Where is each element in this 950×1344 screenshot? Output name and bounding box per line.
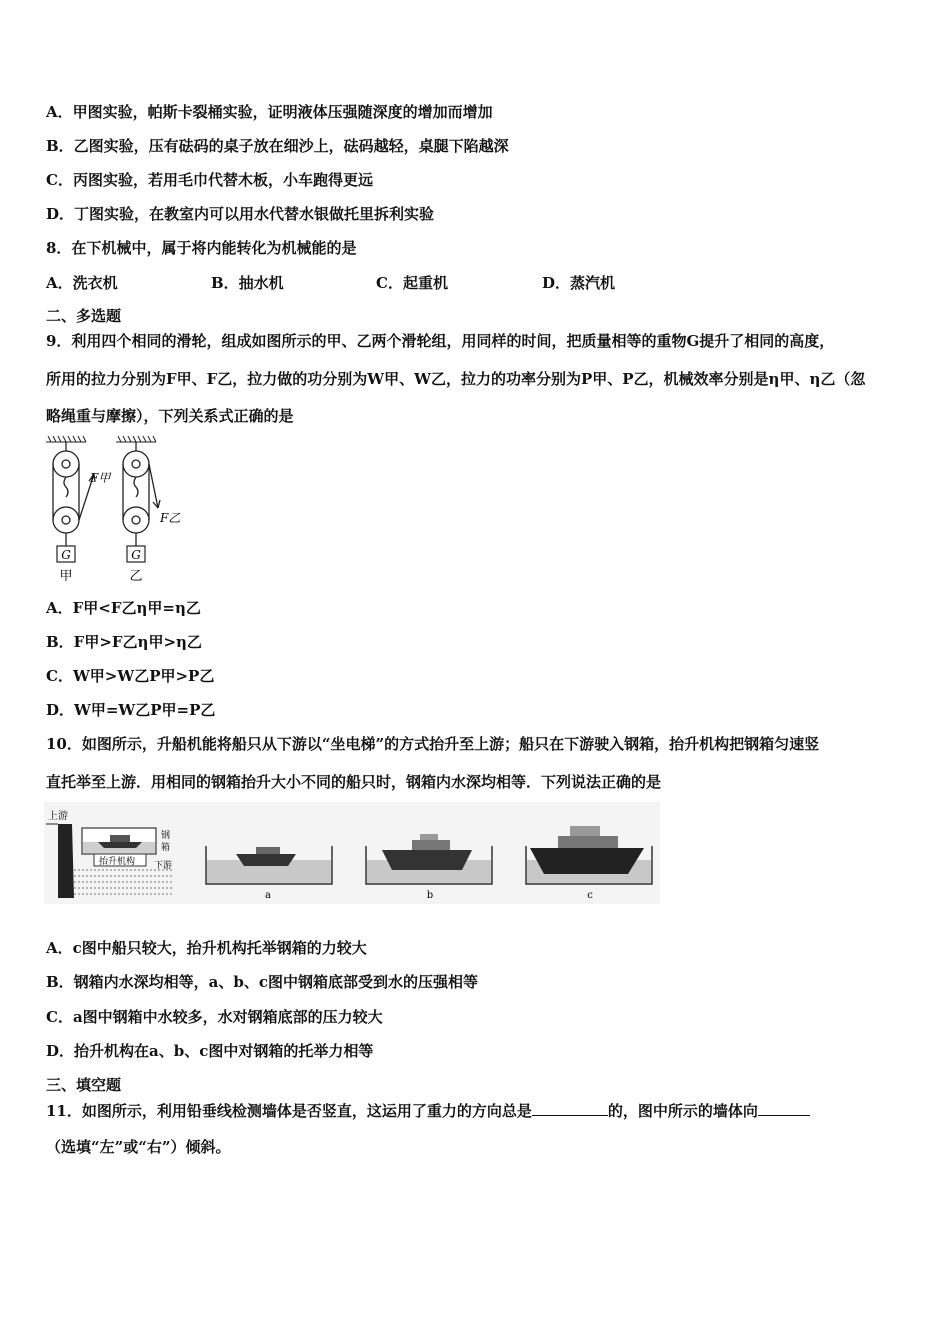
label-steel-box-2: 箱: [161, 843, 171, 853]
q7-option-b: B．乙图实验，压有砝码的桌子放在细沙上，砝码越轻，桌腿下陷越深: [46, 137, 509, 155]
q8-option-d: D．蒸汽机: [542, 274, 616, 292]
force-label-right: F乙: [160, 511, 181, 525]
q11-text-part-1: 11．如图所示，利用铅垂线检测墙体是否竖直，这运用了重力的方向总是: [46, 1102, 532, 1120]
q10-stem-line-2: 直托举至上游．用相同的钢箱抬升大小不同的船只时，钢箱内水深均相等．下列说法正确的是: [46, 773, 662, 791]
label-steel-box-1: 钢: [161, 831, 171, 841]
pulley-figure: [40, 434, 190, 586]
q9-option-a: A．F甲<F乙η甲=η乙: [46, 599, 201, 617]
q9-option-d: D．W甲=W乙P甲=P乙: [46, 701, 216, 719]
q8-option-a: A．洗衣机: [46, 274, 118, 292]
label-downstream: 下游: [154, 861, 173, 871]
q10-stem-line-1: 10．如图所示，升船机能将船只从下游以“坐电梯”的方式抬升至上游；船只在下游驶入钢箱，抬升机构把钢箱匀速竖: [46, 735, 820, 753]
weight-label-right: G: [131, 548, 141, 562]
q7-option-a: A．甲图实验，帕斯卡裂桶实验，证明液体压强随深度的增加而增加: [46, 103, 493, 121]
label-lift-mechanism: 抬升机构: [99, 857, 136, 867]
q9-stem-line-1: 9．利用四个相同的滑轮，组成如图所示的甲、乙两个滑轮组，用同样的时间，把质量相等的重物G提升了相同的高度，: [46, 332, 835, 350]
q9-option-c: C．W甲>W乙P甲>P乙: [46, 667, 215, 685]
q10-option-b: B．钢箱内水深均相等，a、b、c图中钢箱底部受到水的压强相等: [46, 973, 479, 991]
fixed-pulley-right: [123, 451, 149, 477]
q11-text-part-2: 的，图中所示的墙体向: [607, 1102, 758, 1120]
q11-blank-1[interactable]: [532, 1100, 608, 1116]
q9-stem-line-3: 略绳重与摩擦），下列关系式正确的是: [46, 407, 294, 425]
panel-b-label: b: [426, 890, 434, 901]
q8-options: [46, 272, 746, 292]
q9-stem-line-2: 所用的拉力分别为F甲、F乙，拉力做的功分别为W甲、W乙，拉力的功率分别为P甲、P乙，机械效率分别是η甲、η乙（忽: [46, 370, 866, 388]
q10-option-c: C．a图中钢箱中水较多，水对钢箱底部的压力较大: [46, 1008, 383, 1026]
figure-caption-right: 乙: [129, 569, 143, 584]
movable-pulley-left: [53, 507, 79, 533]
panel-c-label: c: [587, 890, 593, 901]
q8-option-b: B．抽水机: [211, 274, 284, 292]
q9-option-b: B．F甲>F乙η甲>η乙: [46, 633, 202, 651]
pulley-system-left: [53, 442, 95, 546]
figure-caption-left: 甲: [59, 569, 73, 584]
q11-blank-2[interactable]: [758, 1100, 810, 1116]
ceiling-left: [46, 436, 86, 442]
q8-stem: 8．在下机械中，属于将内能转化为机械能的是: [46, 239, 357, 257]
section-title-multi-choice: 二、多选题: [46, 307, 122, 325]
q7-option-d: D．丁图实验，在教室内可以用水代替水银做托里拆利实验: [46, 205, 435, 223]
q8-option-c: C．起重机: [376, 274, 448, 292]
force-label-left: F甲: [90, 471, 111, 485]
ceiling-right: [116, 436, 156, 442]
label-upstream: 上游: [48, 811, 68, 822]
pulley-system-right: [123, 442, 160, 546]
panel-a-label: a: [265, 890, 271, 901]
q10-option-d: D．抬升机构在a、b、c图中对钢箱的托举力相等: [46, 1042, 374, 1060]
section-title-fill-blank: 三、填空题: [46, 1076, 122, 1094]
q10-option-a: A．c图中船只较大，抬升机构托举钢箱的力较大: [46, 939, 367, 957]
movable-pulley-right: [123, 507, 149, 533]
q7-option-c: C．丙图实验，若用毛巾代替木板，小车跑得更远: [46, 171, 373, 189]
ship-lift-figure: [44, 802, 660, 904]
fixed-pulley-left: [53, 451, 79, 477]
weight-label-left: G: [61, 548, 71, 562]
q11-line-2: （选填“左”或“右”）倾斜。: [46, 1138, 231, 1156]
q11-line-1: [46, 1100, 810, 1121]
